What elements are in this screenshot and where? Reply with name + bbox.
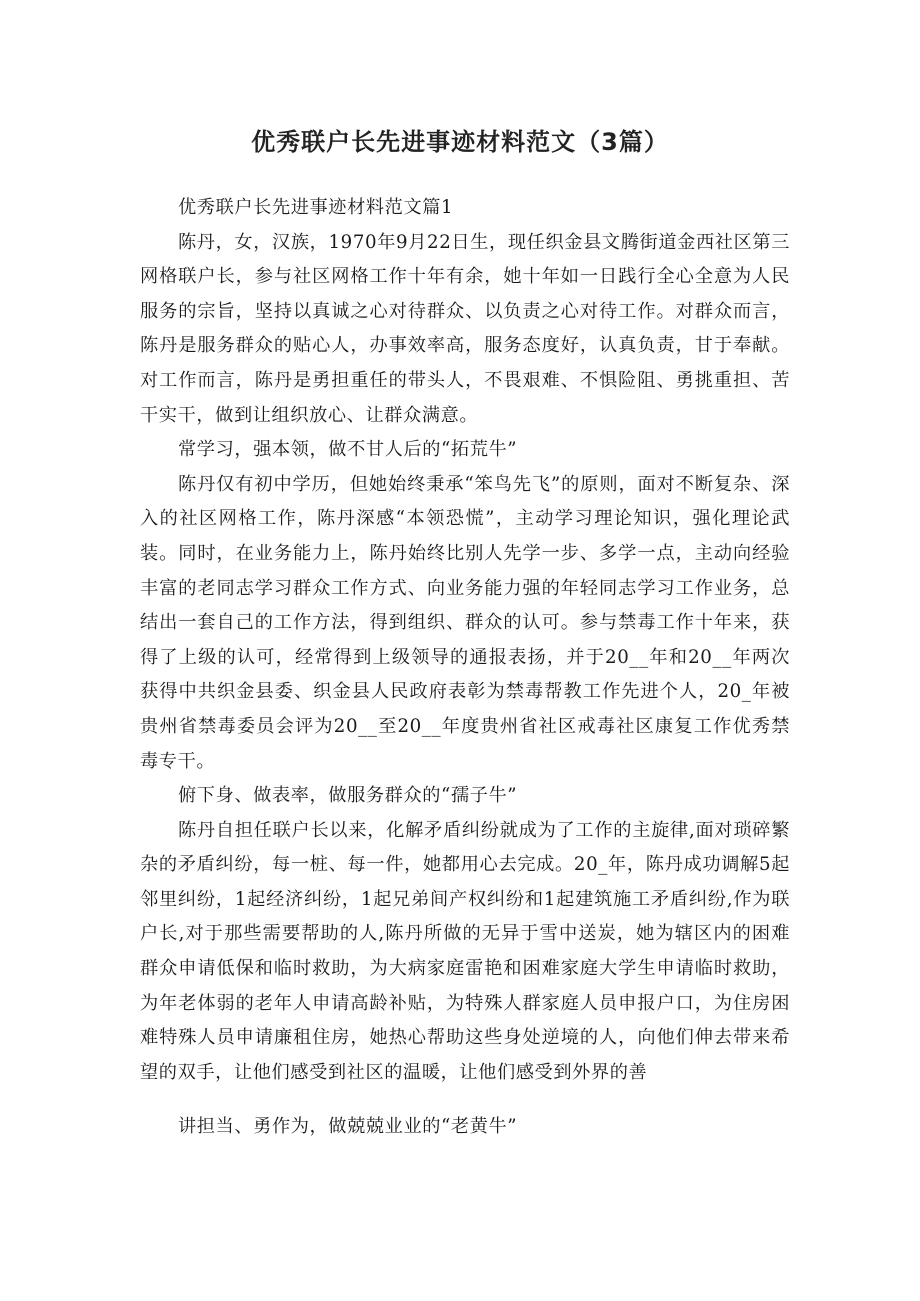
section-title: 优秀联户长先进事迹材料范文篇1 bbox=[178, 197, 454, 218]
document-title: 优秀联户长先进事迹材料范文（3篇） bbox=[251, 128, 669, 156]
paragraph-intro: 陈丹，女，汉族，1970年9月22日生，现任织金县文腾街道金西社区第三网格联户长，参与社区网格工作十年有余，她十年如一日践行全心全意为人民服务的宗旨，坚持以真诚之心对待群众、以负责之心对待工作。对群众而言，陈丹是服务群众的贴心人，办事效率高，服务态度好，认真负责，甘于奉献。对工作而言，陈丹是勇担重任的带头人，不畏艰难、不惧险阻、勇挑重担、苦干实干，做到让组织放心、让群众满意。 bbox=[140, 231, 790, 426]
document-body bbox=[140, 191, 790, 1145]
subheading-study: 常学习，强本领，做不甘人后的“拓荒牛” bbox=[178, 439, 518, 461]
subheading-service: 俯下身、做表率，做服务群众的“孺子牛” bbox=[178, 785, 518, 807]
paragraph-study: 陈丹仅有初中学历，但她始终秉承“笨鸟先飞”的原则，面对不断复杂、深入的社区网格工作，陈丹深感“本领恐慌”，主动学习理论知识，强化理论武装。同时，在业务能力上，陈丹始终比别人先学一步、多学一点，主动向经验丰富的老同志学习群众工作方式、向业务能力强的年轻同志学习工作业务，总结出一套自己的工作方法，得到组织、群众的认可。参与禁毒工作十年来，获得了上级的认可，经常得到上级领导的通报表扬，并于20__年和20__年两次获得中共织金县委、织金县人民政府表彰为禁毒帮教工作先进个人，20_年被贵州省禁毒委员会评为20__至20__年度贵州省社区戒毒社区康复工作优秀禁毒专干。 bbox=[140, 473, 790, 772]
subheading-responsibility: 讲担当、勇作为，做兢兢业业的“老黄牛” bbox=[178, 1116, 518, 1138]
paragraph-service: 陈丹自担任联户长以来，化解矛盾纠纷就成为了工作的主旋律,面对琐碎繁杂的矛盾纠纷，每一桩、每一件，她都用心去完成。20_年，陈丹成功调解5起邻里纠纷，1起经济纠纷，1起兄弟间产权纠纷和1起建筑施工矛盾纠纷,作为联户长,对于那些需要帮助的人,陈丹所做的无异于雪中送炭，她为辖区内的困难群众申请低保和临时救助，为大病家庭雷艳和困难家庭大学生申请临时救助，为年老体弱的老年人申请高龄补贴，为特殊人群家庭人员申报户口，为住房困难特殊人员申请廉租住房，她热心帮助这些身处逆境的人，向他们伸去带来希望的双手，让他们感受到社区的温暖，让他们感受到外界的善 bbox=[140, 819, 790, 1083]
